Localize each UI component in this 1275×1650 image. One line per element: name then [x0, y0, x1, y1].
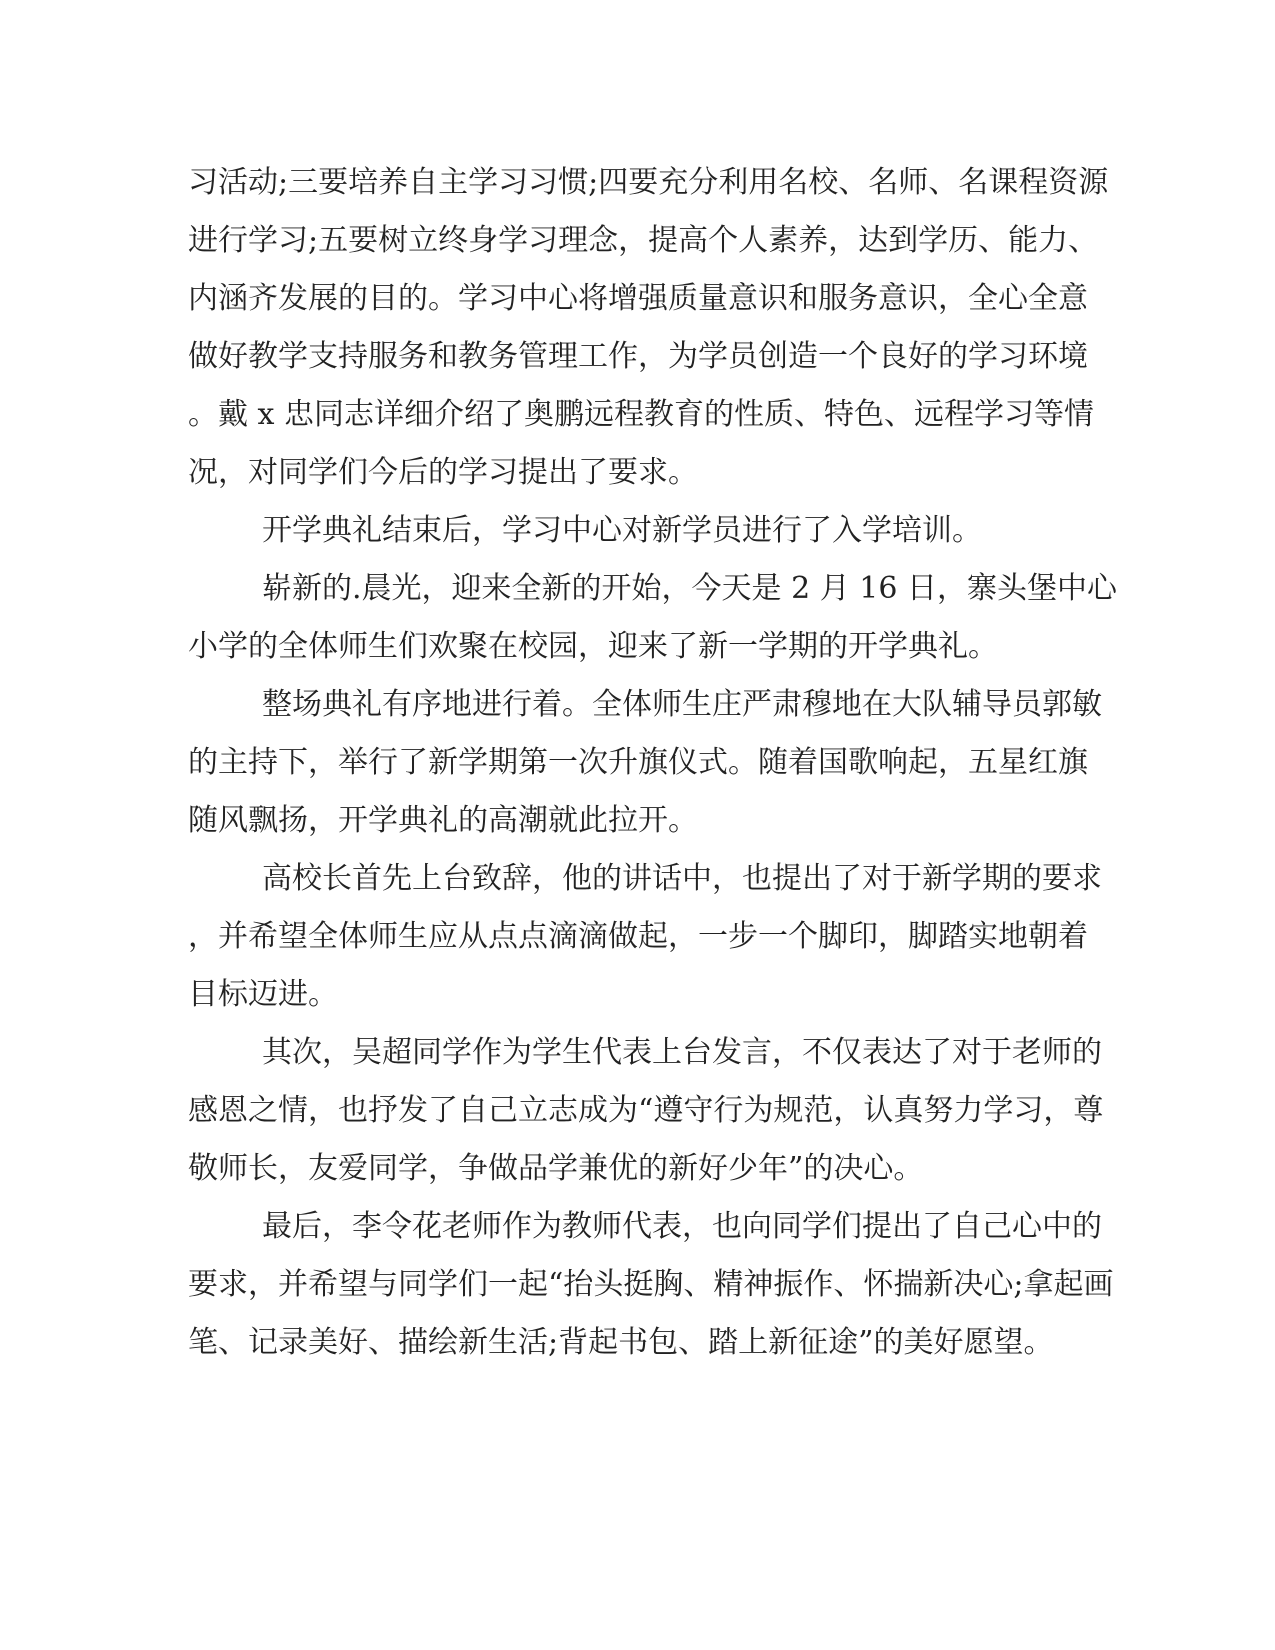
body-text-line: 进行学习;五要树立终身学习理念，提高个人素养，达到学历、能力、	[188, 223, 1099, 258]
body-text-line: 感恩之情，也抒发了自己立志成为“遵守行为规范，认真努力学习，尊	[188, 1093, 1104, 1128]
body-text-line: 的主持下，举行了新学期第一次升旗仪式。随着国歌响起，五星红旗	[188, 745, 1088, 780]
body-text-line: 。戴 x 忠同志详细介绍了奥鹏远程教育的性质、特色、远程学习等情	[188, 397, 1094, 432]
body-text-line: 目标迈进。	[188, 977, 338, 1012]
paragraph-first-line: 其次，吴超同学作为学生代表上台发言，不仅表达了对于老师的	[262, 1035, 1102, 1070]
body-text-line: 况，对同学们今后的学习提出了要求。	[188, 455, 698, 490]
body-text-line: 内涵齐发展的目的。学习中心将增强质量意识和服务意识，全心全意	[188, 281, 1088, 316]
paragraph-first-line: 崭新的.晨光，迎来全新的开始，今天是 2 月 16 日，寨头堡中心	[262, 571, 1117, 606]
body-text-line: 要求，并希望与同学们一起“抬头挺胸、精神振作、怀揣新决心;拿起画	[188, 1267, 1114, 1302]
paragraph-first-line: 开学典礼结束后，学习中心对新学员进行了入学培训。	[262, 513, 982, 548]
body-text-line: 敬师长，友爱同学，争做品学兼优的新好少年”的决心。	[188, 1151, 924, 1186]
body-text-line: 随风飘扬，开学典礼的高潮就此拉开。	[188, 803, 698, 838]
body-text-line: 做好教学支持服务和教务管理工作，为学员创造一个良好的学习环境	[188, 339, 1088, 374]
paragraph-first-line: 高校长首先上台致辞，他的讲话中，也提出了对于新学期的要求	[262, 861, 1102, 896]
paragraph-first-line: 最后，李令花老师作为教师代表，也向同学们提出了自己心中的	[262, 1209, 1102, 1244]
body-text-line: ，并希望全体师生应从点点滴滴做起，一步一个脚印，脚踏实地朝着	[188, 919, 1088, 954]
body-text-line: 笔、记录美好、描绘新生活;背起书包、踏上新征途”的美好愿望。	[188, 1325, 1054, 1360]
body-text-line: 习活动;三要培养自主学习习惯;四要充分利用名校、名师、名课程资源	[188, 165, 1109, 200]
paragraph-first-line: 整场典礼有序地进行着。全体师生庄严肃穆地在大队辅导员郭敏	[262, 687, 1102, 722]
body-text-line: 小学的全体师生们欢聚在校园，迎来了新一学期的开学典礼。	[188, 629, 998, 664]
